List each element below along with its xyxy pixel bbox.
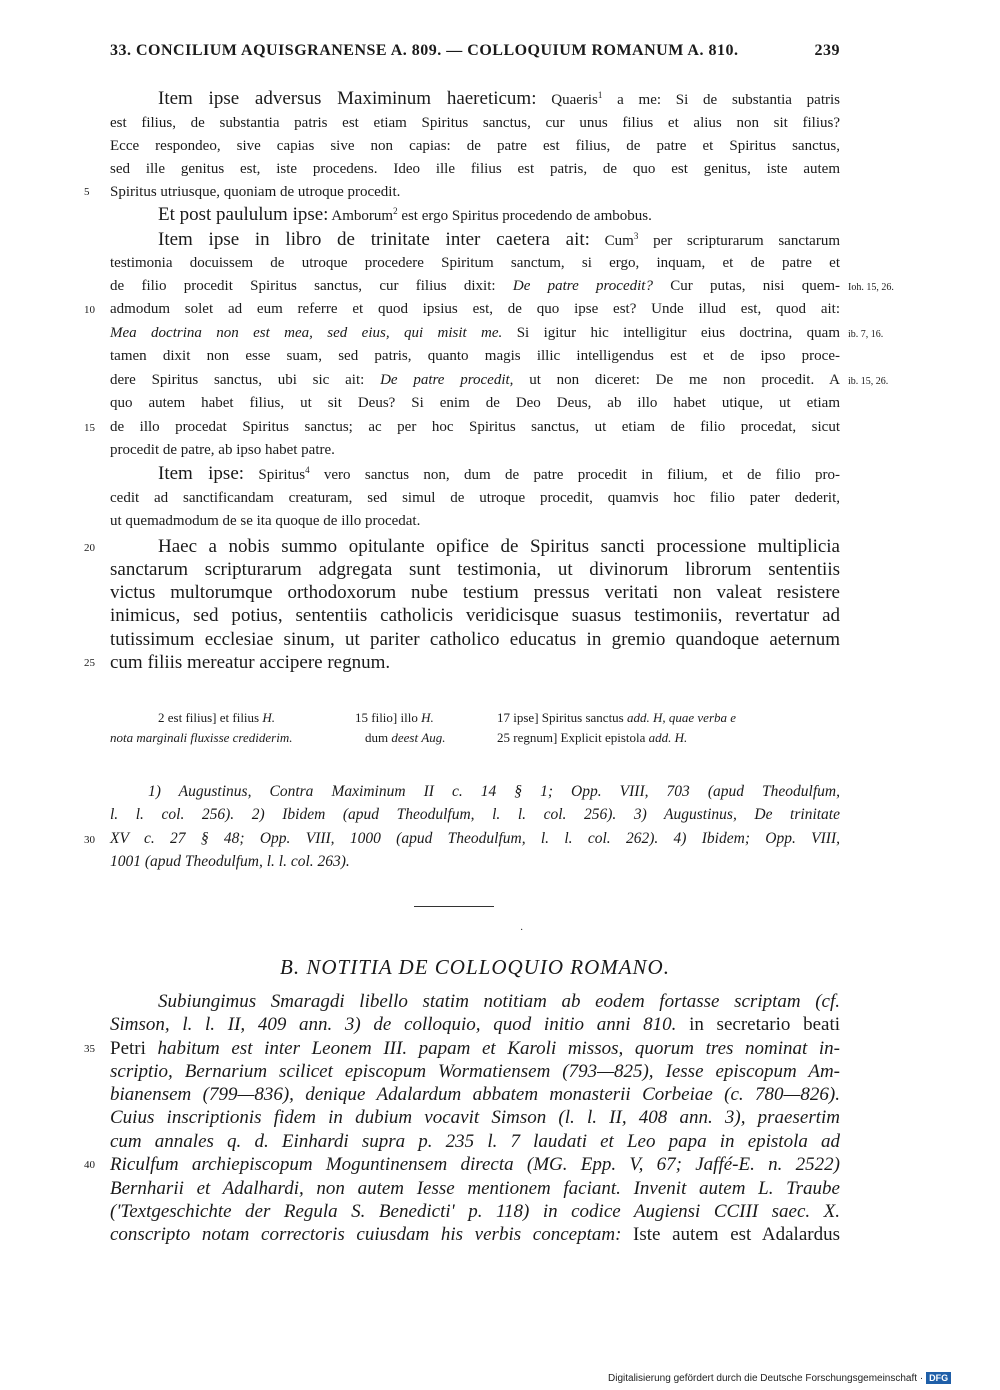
digitization-credit: Digitalisierung gefördert durch die Deutsche Forschungsgemeinschaft · DFG <box>608 1372 951 1384</box>
text-line: Et post paululum ipse: Amborum$^2$ est ergo Spiritus procedendo de ambobus. <box>158 204 652 225</box>
page-number: 239 <box>814 42 840 59</box>
text-line: cum filiis mereatur accipere regnum. <box>110 652 391 673</box>
text-line: Ecce respondeo, sive capias sive non capias: de patre est filius, de patre et Spiritus sanctus, <box>110 138 840 154</box>
footnote-line: 1) Augustinus, Contra Maximinum II c. 14 § 1; Opp. VIII, 703 (apud Theodulfum, <box>148 783 840 800</box>
line-number: 20 <box>84 542 95 554</box>
running-head <box>110 42 840 60</box>
text-line: cedit ad sanctificandam creaturam, sed simul de utroque procedit, quamvis hoc filio pater dederit, <box>110 490 840 506</box>
line-number: 30 <box>84 834 95 846</box>
text-line: tutissimum ecclesiae sinum, ut pariter catholico educatus in gremio quandoque aeternum <box>110 629 840 650</box>
text-line: ut quemadmodum de se ita quoque de illo procedat. <box>110 513 421 529</box>
text-line: scriptio, Bernarium scilicet episcopum Wormatiensem (793—825), Iesse episcopum Am- <box>110 1061 840 1082</box>
line-number: 5 <box>84 186 90 198</box>
text-line: Bernharii et Adalhardi, non autem Iesse mentionem faciant. Invenit autem L. Traube <box>110 1178 840 1199</box>
text-line: sanctarum scripturarum adgregata sunt testimonia, ut divinorum librorum sententiis <box>110 559 840 580</box>
line-number: 25 <box>84 657 95 669</box>
apparatus-entry: 2 est filius] et filius H. <box>158 710 275 725</box>
line-number: 40 <box>84 1159 95 1171</box>
text-line: procedit de patre, ab ipso habet patre. <box>110 442 335 458</box>
text-line: Haec a nobis summo opitulante opifice de Spiritus sancti processione multiplicia <box>158 536 840 557</box>
text-line: Item ipse: Spiritus$^4$ vero sanctus non, dum de patre procedit in filium, et de filio pro- <box>158 463 840 484</box>
text-line: tamen dixit non esse suam, sed patris, quanto magis illic intelligendus est et de ipso proce- <box>110 348 840 364</box>
dfg-logo: DFG <box>926 1372 951 1384</box>
text-line: Item ipse adversus Maximinum haereticum: Quaeris$^1$ a me: Si de substantia patris <box>158 88 840 109</box>
apparatus-entry: 17 ipse] Spiritus sanctus add. H, quae verba e <box>497 710 737 725</box>
text-line: Cuius inscriptionis fidem in dubium vocavit Simson (l. l. II, 408 ann. 3), praesertim <box>110 1107 840 1128</box>
text-line: victus multorumque orthodoxorum nube testium pressus veritati non valeat resistere <box>110 582 840 603</box>
footnote-line: XV c. 27 § 48; Opp. VIII, 1000 (apud Theodulfum, l. l. col. 262). 4) Ibidem; Opp. VIII, <box>110 830 840 847</box>
line-number: 10 <box>84 304 95 316</box>
text-line: Mea doctrina non est mea, sed eius, qui misit me. Si igitur hic intelligitur eius doctrina, quam <box>110 325 841 341</box>
apparatus-entry: 15 filio] illo H. <box>355 710 434 725</box>
text-line: Spiritus utriusque, quoniam de utroque procedit. <box>110 184 401 200</box>
text-line: ('Textgeschichte der Regula S. Benedicti' p. 118) in codice Augiensi CCIII saec. X. <box>110 1201 840 1222</box>
text-line: de illo procedat Spiritus sanctus; ac per hoc Spiritus sanctus, ut etiam de filio procedat, sicut <box>110 419 840 435</box>
text-line: dere Spiritus sanctus, ubi sic ait: De patre procedit, ut non diceret: De me non procedit. A <box>110 372 841 388</box>
footnote-line: l. l. col. 256). 2) Ibidem (apud Theodulfum, l. l. col. 256). 3) Augustinus, De trinitate <box>110 806 840 823</box>
text-line: sed ille genitus est, iste procedens. Ideo ille filius est patris, de quo est genitus, iste autem <box>110 161 840 177</box>
margin-reference: ib. 15, 26. <box>848 376 889 387</box>
apparatus-entry: dum deest Aug. <box>365 730 446 745</box>
text-line: de filio procedit Spiritus sanctus, cur filius dixit: De patre procedit? Cur putas, nisi quem- <box>110 278 841 294</box>
text-line: Petri habitum est inter Leonem III. papam et Karoli missos, quorum tres nominat in- <box>110 1038 840 1059</box>
apparatus-entry: 25 regnum] Explicit epistola add. H. <box>497 730 688 745</box>
footnote-line: 1001 (apud Theodulfum, l. l. col. 263). <box>110 853 350 870</box>
text-line: admodum solet ad eum referre et quod ipsius est, de quo ipse est? Unde illud est, quod ait: <box>110 301 840 317</box>
line-number: 35 <box>84 1043 95 1055</box>
text-line: est filius, de substantia patris est etiam Spiritus sanctus, cur unus filius et alius non sit filius? <box>110 115 840 131</box>
text-line: Subiungimus Smaragdi libello statim notitiam ab eodem fortasse scriptam (cf. <box>158 991 840 1012</box>
apparatus-entry: nota marginali fluxisse crediderim. <box>110 730 293 745</box>
text-line: Simson, l. l. II, 409 ann. 3) de colloquio, quod initio anni 810. in secretario beati <box>110 1014 840 1035</box>
text-line: conscripto notam correctoris cuiusdam his verbis conceptam: Iste autem est Adalardus <box>110 1224 840 1245</box>
text-line: Item ipse in libro de trinitate inter caetera ait: Cum$^3$ per scripturarum sanctarum <box>158 229 840 250</box>
printer-mark: · <box>520 925 524 936</box>
running-head-title: 33. CONCILIUM AQUISGRANENSE A. 809. — COLLOQUIUM ROMANUM A. 810. <box>110 42 739 59</box>
text-line: bianensem (799—836), denique Adalardum abbatem monasterii Corbeiae (c. 780—826). <box>110 1084 840 1105</box>
text-line: quo autem habet filius, ut sit Deus? Si enim de Deo Deus, ab illo habet utique, ut etiam <box>110 395 840 411</box>
margin-reference: ib. 7, 16. <box>848 329 884 340</box>
margin-reference: Ioh. 15, 26. <box>848 282 894 293</box>
line-number: 15 <box>84 422 95 434</box>
section-divider <box>414 906 494 907</box>
text-line: inimicus, sed potius, sententiis catholicis veridicisque suasus testimoniis, revertatur ad <box>110 605 840 626</box>
text-line: testimonia docuissem de utroque procedere Spiritum sanctum, si ergo, inquam, et de patre et <box>110 255 840 271</box>
section-title: B. NOTITIA DE COLLOQUIO ROMANO. <box>280 955 670 979</box>
text-line: Riculfum archiepiscopum Moguntinensem directa (MG. Epp. V, 67; Jaffé-E. n. 2522) <box>110 1154 840 1175</box>
text-line: cum annales q. d. Einhardi supra p. 235 l. 7 laudati et Leo papa in epistola ad <box>110 1131 840 1152</box>
